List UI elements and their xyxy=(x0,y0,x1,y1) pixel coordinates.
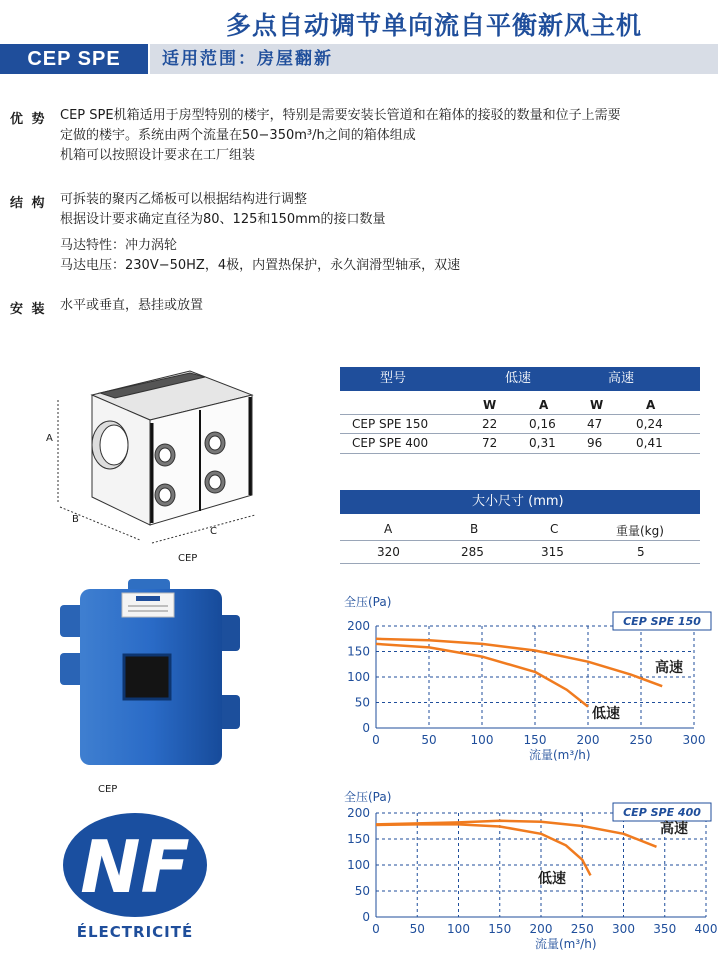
power-header-high: 高速 xyxy=(608,371,635,386)
row2-low-w: 72 xyxy=(482,436,498,450)
installation-label: 安 装 xyxy=(10,302,47,317)
y-tick-label: 50 xyxy=(354,695,370,710)
advantages-line-2: 定做的楼宇。系统由两个流量在50−350m³/h之间的箱体组成 xyxy=(60,128,416,143)
y-tick-label: 150 xyxy=(347,644,370,659)
chart-cep-spe-150 xyxy=(330,590,718,770)
size-header-a: A xyxy=(384,522,393,536)
x-axis-title: 流量(m³/h) xyxy=(529,748,591,762)
x-tick-label: 50 xyxy=(421,733,437,747)
x-tick-label: 350 xyxy=(653,922,677,936)
structure-line-2: 根据设计要求确定直径为80、125和150mm的接口数量 xyxy=(60,212,386,227)
size-value-b: 285 xyxy=(461,545,484,559)
structure-text xyxy=(60,190,460,276)
unit-low-w: W xyxy=(483,398,497,412)
row2-high-w: 96 xyxy=(587,436,603,450)
chart-cep-spe-400 xyxy=(330,785,718,960)
series-label-high: 高速 xyxy=(660,821,688,837)
size-rule-1 xyxy=(340,540,700,541)
size-header-c: C xyxy=(550,522,559,536)
x-tick-label: 300 xyxy=(682,733,706,747)
size-header-weight: 重量(kg) xyxy=(616,524,664,538)
x-tick-label: 100 xyxy=(447,922,470,936)
dim-b-label: B xyxy=(72,514,79,525)
photo-caption: CEP xyxy=(98,784,118,795)
y-axis-title: 全压(Pa) xyxy=(344,790,392,804)
row1-low-a: 0,16 xyxy=(529,417,556,431)
advantages-line-1: CEP SPE机箱适用于房型特别的楼宇，特别是需要安装长管道和在箱体的接驳的数量和位子上需要 xyxy=(60,108,621,123)
y-tick-label: 100 xyxy=(347,670,370,684)
x-tick-label: 400 xyxy=(694,922,718,936)
size-value-a: 320 xyxy=(377,545,400,559)
x-tick-label: 300 xyxy=(612,922,635,936)
page-title: 多点自动调节单向流自平衡新风主机 xyxy=(225,11,642,40)
nf-caption: ÉLECTRICITÉ xyxy=(76,923,194,941)
row2-high-a: 0,41 xyxy=(636,436,663,450)
size-table-header xyxy=(340,490,700,514)
size-value-c: 315 xyxy=(541,545,564,559)
size-table-title: 大小尺寸 (mm) xyxy=(472,494,564,509)
y-tick-label: 100 xyxy=(347,858,370,872)
x-tick-label: 0 xyxy=(372,733,380,747)
x-tick-label: 0 xyxy=(372,922,380,936)
structure-label: 结 构 xyxy=(10,196,47,211)
y-tick-label: 200 xyxy=(347,619,370,633)
row1-low-w: 22 xyxy=(482,417,498,431)
unit-high-w: W xyxy=(590,398,604,412)
x-tick-label: 250 xyxy=(629,733,653,747)
advantages-label: 优 势 xyxy=(10,112,47,127)
motor-type: 马达特性：冲力涡轮 xyxy=(60,238,178,253)
row1-high-w: 47 xyxy=(587,417,603,431)
power-rule-1 xyxy=(340,414,700,415)
chart-title: CEP SPE 400 xyxy=(623,806,701,819)
power-rule-2 xyxy=(340,433,700,434)
series-label-high: 高速 xyxy=(655,660,683,676)
row2-low-a: 0,31 xyxy=(529,436,556,450)
nf-logo-mark: NF xyxy=(80,825,190,909)
x-tick-label: 200 xyxy=(529,922,553,936)
dim-c-label: C xyxy=(210,526,217,537)
drawing-caption: CEP xyxy=(178,553,198,564)
size-value-weight: 5 xyxy=(637,545,645,559)
motor-voltage: 马达电压：230V−50HZ，4极，内置热保护，永久润滑型轴承，双速 xyxy=(60,258,461,273)
model-tag: CEP SPE xyxy=(27,48,121,70)
y-tick-label: 0 xyxy=(362,910,370,924)
chart-title: CEP SPE 150 xyxy=(623,615,701,628)
y-tick-label: 150 xyxy=(347,832,370,846)
row2-model: CEP SPE 400 xyxy=(352,436,429,450)
series-label-low: 低速 xyxy=(592,706,620,722)
advantages-line-3: 机箱可以按照设计要求在工厂组装 xyxy=(60,148,256,163)
x-tick-label: 250 xyxy=(570,922,594,936)
installation-text: 水平或垂直，悬挂或放置 xyxy=(60,298,204,313)
unit-photo xyxy=(40,575,260,775)
unit-high-a: A xyxy=(646,398,656,412)
power-rule-3 xyxy=(340,453,700,454)
y-tick-label: 200 xyxy=(347,806,370,820)
structure-line-1: 可拆装的聚丙乙烯板可以根据结构进行调整 xyxy=(60,192,308,207)
power-table-header xyxy=(340,367,700,391)
x-axis-title: 流量(m³/h) xyxy=(535,937,597,951)
size-header-b: B xyxy=(470,522,479,536)
unit-low-a: A xyxy=(539,398,549,412)
advantages-text xyxy=(60,106,621,166)
x-tick-label: 150 xyxy=(488,922,512,936)
power-header-model: 型号 xyxy=(380,371,407,386)
y-axis-title: 全压(Pa) xyxy=(344,595,392,609)
x-tick-label: 100 xyxy=(470,733,494,747)
y-tick-label: 50 xyxy=(354,884,370,898)
dim-a-label: A xyxy=(46,433,53,444)
x-tick-label: 200 xyxy=(576,733,600,747)
x-tick-label: 150 xyxy=(523,733,547,747)
nf-logo xyxy=(60,810,210,925)
unit-line-drawing xyxy=(40,365,280,565)
series-line-low xyxy=(376,824,591,875)
power-header-low: 低速 xyxy=(505,371,532,386)
y-tick-label: 0 xyxy=(362,721,370,735)
scope-text: 适用范围：房屋翻新 xyxy=(162,49,333,69)
row1-high-a: 0,24 xyxy=(636,417,663,431)
series-label-low: 低速 xyxy=(538,871,566,887)
row1-model: CEP SPE 150 xyxy=(352,417,429,431)
size-rule-2 xyxy=(340,563,700,564)
x-tick-label: 50 xyxy=(409,922,425,936)
